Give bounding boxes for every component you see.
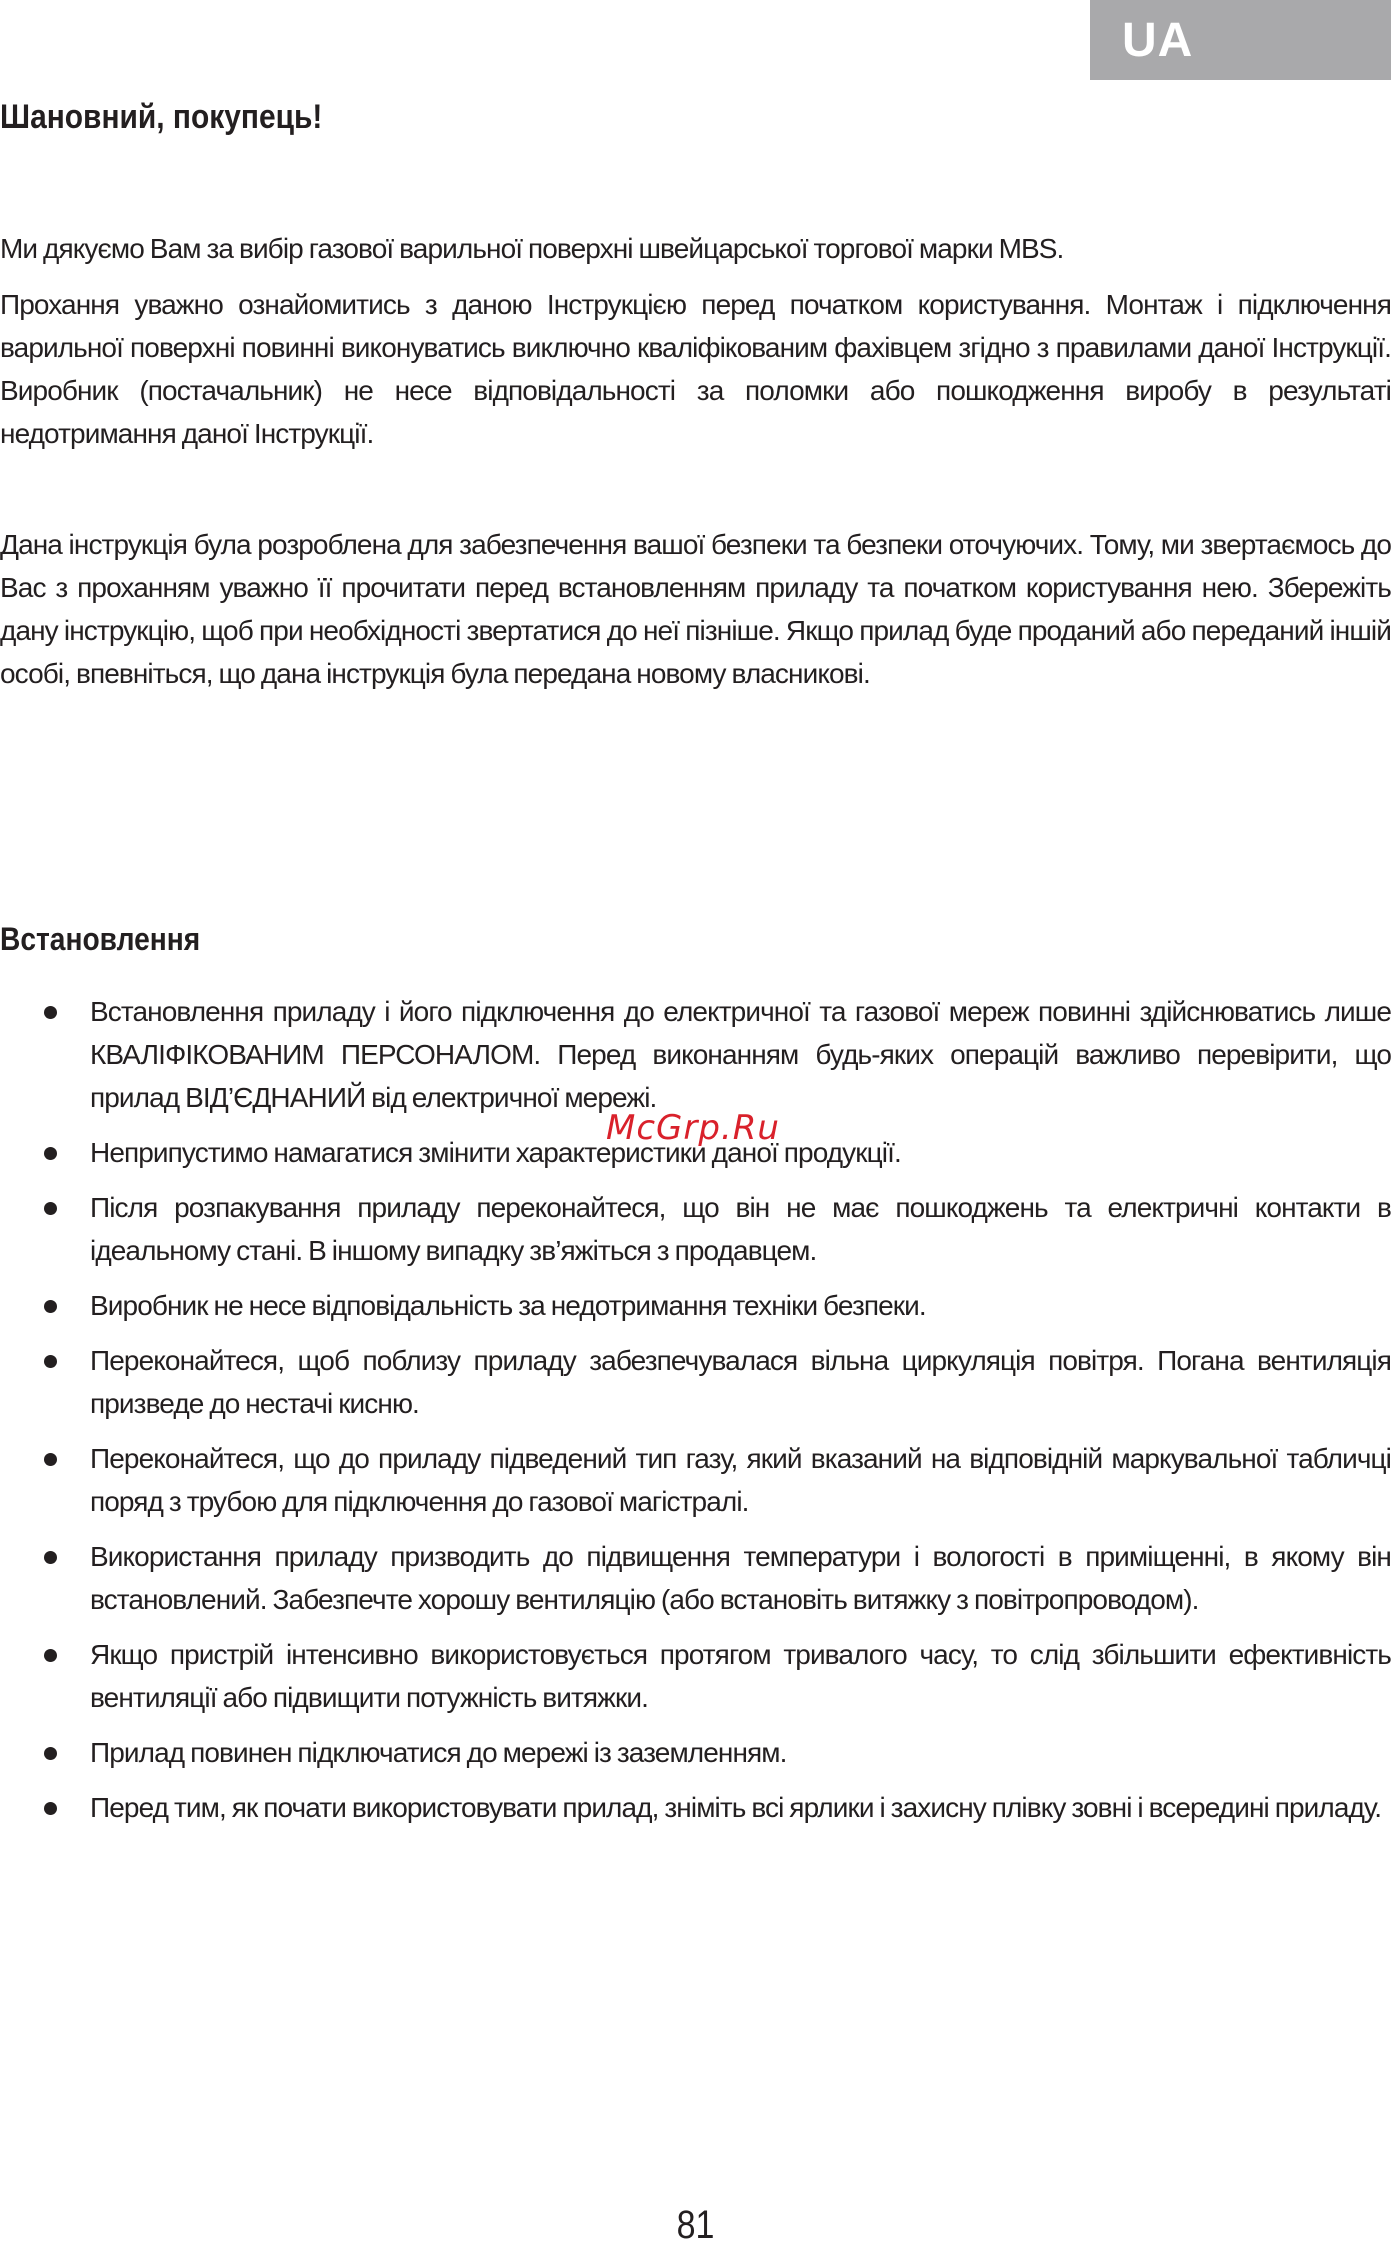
list-item-text: Перед тим, як почати використовувати прилад, зніміть всі ярлики і захисну плівку зовні і всередині приладу. [90,1792,1382,1823]
page-number: 81 [676,2203,715,2247]
installation-list [0,990,1391,1841]
bullet-icon [44,1006,57,1019]
list-item [0,1131,1391,1174]
greeting-heading: Шановний, покупець! [0,98,323,136]
list-item [0,1339,1391,1425]
list-item-text: Виробник не несе відповідальність за недотримання техніки безпеки. [90,1290,926,1321]
list-item [0,1731,1391,1774]
list-item [0,1284,1391,1327]
list-item-text: Після розпакування приладу переконайтеся, що він не має пошкоджень та електричні контакти в ідеальному стані. В іншому випадку зв’яжіться з продавцем. [90,1192,1391,1266]
list-item-text: Переконайтеся, щоб поблизу приладу забезпечувалася вільна циркуляція повітря. Погана вентиляція призведе до нестачі кисню. [90,1345,1391,1419]
bullet-icon [44,1551,57,1564]
list-item [0,1535,1391,1621]
bullet-icon [44,1147,57,1160]
list-item [0,990,1391,1119]
safety-paragraph: Дана інструкція була розроблена для забезпечення вашої безпеки та безпеки оточуючих. Тому, ми звертаємось до Вас з проханням уважно її прочитати перед встановленням приладу та початком користування нею. Збережіть дану інструкцію, щоб при необхідності звертатися до неї пізніше. Якщо прилад буде проданий або переданий іншій особі, впевніться, що дана інструкція була передана новому власникові. [0,529,1391,689]
list-item-text: Прилад повинен підключатися до мережі із заземленням. [90,1737,787,1768]
list-item-text: Переконайтеся, що до приладу підведений тип газу, який вказаний на відповідній маркувальної табличці поряд з трубою для підключення до газової магістралі. [90,1443,1391,1517]
bullet-icon [44,1202,57,1215]
list-item [0,1186,1391,1272]
bullet-icon [44,1453,57,1466]
list-item [0,1633,1391,1719]
watermark: McGrp.Ru [606,1108,780,1148]
list-item-text: Використання приладу призводить до підвищення температури і вологості в приміщенні, в якому він встановлений. Забезпечте хорошу вентиляцію (або встановіть витяжку з повітропроводом). [90,1541,1391,1615]
language-badge: UA [1090,0,1391,80]
list-item-text: Встановлення приладу і його підключення до електричної та газової мереж повинні здійснюватись лише КВАЛІФІКОВАНИМ ПЕРСОНАЛОМ. Перед виконанням будь-яких операцій важливо перевірити, що прилад ВІД’ЄДНАНИЙ від електричної мережі. [90,996,1391,1113]
list-item [0,1437,1391,1523]
bullet-icon [44,1649,57,1662]
list-item [0,1786,1391,1829]
bullet-icon [44,1802,57,1815]
instructions-paragraph: Прохання уважно ознайомитись з даною Інструкцією перед початком користування. Монтаж і підключення варильної поверхні повинні виконуватись виключно кваліфікованим фахівцем згідно з правилами даної Інструкції. Виробник (постачальник) не несе відповідальності за поломки або пошкодження виробу в результаті недотримання даної Інструкції. [0,289,1391,449]
bullet-icon [44,1300,57,1313]
bullet-icon [44,1747,57,1760]
bullet-icon [44,1355,57,1368]
list-item-text: Неприпустимо намагатися змінити характеристики даної продукції. [90,1137,901,1168]
installation-heading: Встановлення [0,921,201,957]
list-item-text: Якщо пристрій інтенсивно використовується протягом тривалого часу, то слід збільшити ефективність вентиляції або підвищити потужність витяжки. [90,1639,1391,1713]
intro-paragraph: Ми дякуємо Вам за вибір газової варильної поверхні швейцарської торгової марки MBS. [0,233,1064,264]
